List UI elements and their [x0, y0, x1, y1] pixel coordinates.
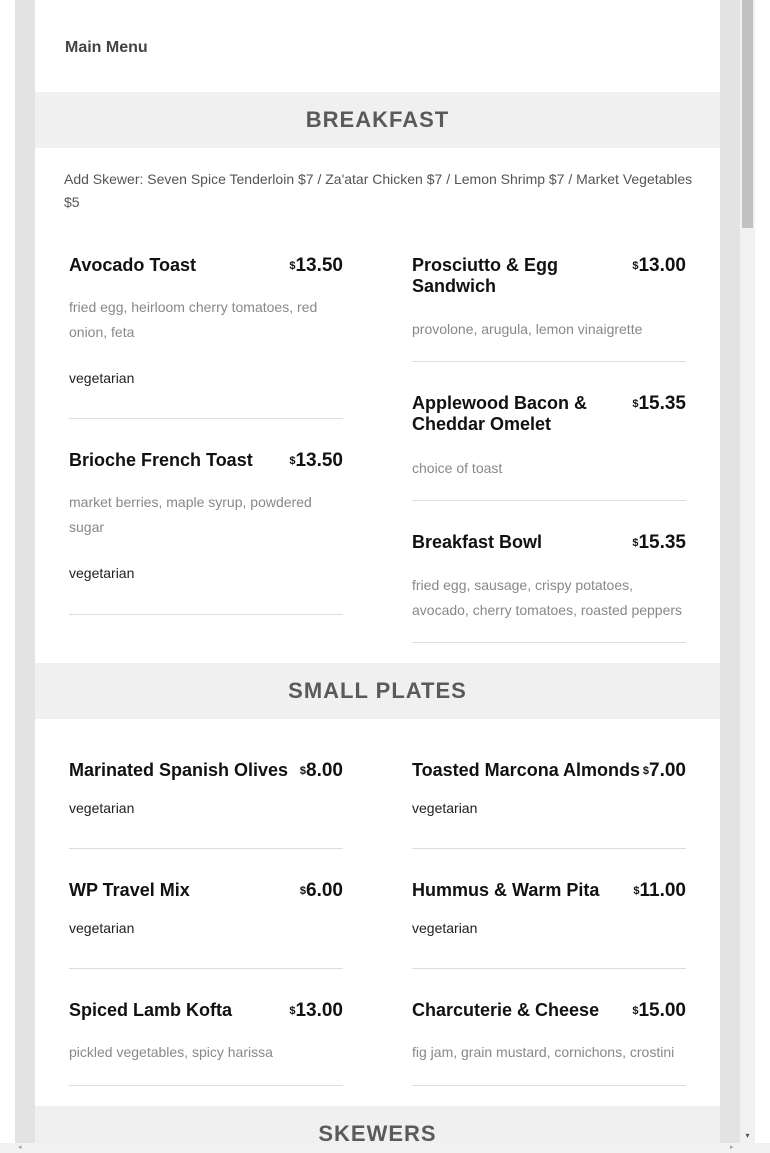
item-dietary-tag: vegetarian	[412, 920, 478, 936]
item-name: Marinated Spanish Olives	[69, 760, 289, 780]
item-description: pickled vegetables, spicy harissa	[69, 1044, 273, 1060]
item-name: Brioche French Toast	[69, 450, 253, 470]
item-description: market berries, maple syrup, powdered sugar	[69, 494, 312, 535]
item-divider	[69, 1085, 343, 1086]
vertical-scrollbar-thumb[interactable]	[742, 0, 753, 228]
item-dietary-tag: vegetarian	[412, 800, 478, 816]
horizontal-scrollbar[interactable]	[0, 1143, 770, 1153]
menu-item-marinated-spanish-olives[interactable]	[69, 760, 343, 816]
item-divider	[69, 848, 343, 849]
item-price: $15.35	[632, 532, 686, 553]
menu-item-wp-travel-mix[interactable]	[69, 880, 343, 936]
window-margin-left	[0, 0, 15, 1153]
item-price: $11.00	[633, 880, 686, 901]
item-divider	[412, 848, 686, 849]
item-divider	[69, 614, 343, 615]
item-name: Breakfast Bowl	[412, 532, 543, 552]
item-price: $13.00	[632, 255, 686, 276]
menu-item-avocado-toast[interactable]	[69, 255, 343, 386]
menu-page	[35, 2, 720, 1143]
item-name: WP Travel Mix	[69, 880, 190, 900]
section-header-skewers: SKEWERS	[35, 1106, 720, 1143]
item-description: choice of toast	[412, 460, 503, 476]
item-price: $13.50	[289, 255, 343, 276]
item-dietary-tag: vegetarian	[69, 370, 135, 386]
item-name: Prosciutto & Egg Sandwich	[412, 255, 559, 296]
scroll-left-arrow-icon[interactable]: ◂	[18, 1144, 22, 1151]
item-price: $8.00	[299, 760, 343, 781]
item-divider	[412, 642, 686, 643]
menu-item-brioche-french-toast[interactable]	[69, 450, 343, 581]
menu-item-spiced-lamb-kofta[interactable]	[69, 1000, 343, 1060]
item-price: $13.50	[289, 450, 343, 471]
item-divider	[412, 1085, 686, 1086]
item-name: Applewood Bacon & Cheddar Omelet	[412, 393, 587, 434]
item-price: $15.35	[632, 393, 686, 414]
menu-item-applewood-bacon-omelet[interactable]	[412, 393, 686, 476]
item-price: $13.00	[289, 1000, 343, 1021]
scroll-down-arrow-icon[interactable]: ▾	[745, 1131, 750, 1140]
item-divider	[69, 968, 343, 969]
item-name: Avocado Toast	[69, 255, 197, 275]
page-gutter-left	[15, 0, 35, 1143]
item-description: provolone, arugula, lemon vinaigrette	[412, 321, 643, 337]
item-dietary-tag: vegetarian	[69, 920, 135, 936]
item-divider	[412, 500, 686, 501]
item-name: Spiced Lamb Kofta	[69, 1000, 233, 1020]
item-name: Charcuterie & Cheese	[412, 1000, 600, 1020]
item-dietary-tag: vegetarian	[69, 565, 135, 581]
menu-title: Main Menu	[65, 39, 148, 56]
item-price: $15.00	[632, 1000, 686, 1021]
breakfast-skewer-note: Add Skewer: Seven Spice Tenderloin $7 / Za'atar Chicken $7 / Lemon Shrimp $7 / Market Vegetables $5	[64, 171, 693, 210]
item-name: Toasted Marcona Almonds	[412, 760, 641, 780]
item-description: fried egg, sausage, crispy potatoes, avocado, cherry tomatoes, roasted peppers	[412, 577, 683, 618]
menu-item-toasted-marcona-almonds[interactable]	[412, 760, 686, 816]
item-divider	[69, 418, 343, 419]
item-description: fig jam, grain mustard, cornichons, crostini	[412, 1044, 675, 1060]
menu-item-breakfast-bowl[interactable]	[412, 532, 686, 618]
menu-item-prosciutto-egg-sandwich[interactable]	[412, 255, 686, 337]
window-margin-right	[755, 0, 770, 1153]
item-dietary-tag: vegetarian	[69, 800, 135, 816]
menu-item-charcuterie-cheese[interactable]	[412, 1000, 686, 1060]
item-description: fried egg, heirloom cherry tomatoes, red onion, feta	[69, 299, 318, 340]
item-divider	[412, 968, 686, 969]
item-price: $6.00	[299, 880, 343, 901]
item-price: $7.00	[642, 760, 686, 781]
item-divider	[412, 361, 686, 362]
section-header-breakfast: BREAKFAST	[35, 92, 720, 148]
section-header-small-plates: SMALL PLATES	[35, 663, 720, 719]
item-name: Hummus & Warm Pita	[412, 880, 600, 900]
menu-item-hummus-warm-pita[interactable]	[412, 880, 686, 936]
scroll-right-arrow-icon[interactable]: ▸	[730, 1144, 734, 1151]
page-gutter-right	[720, 0, 740, 1143]
